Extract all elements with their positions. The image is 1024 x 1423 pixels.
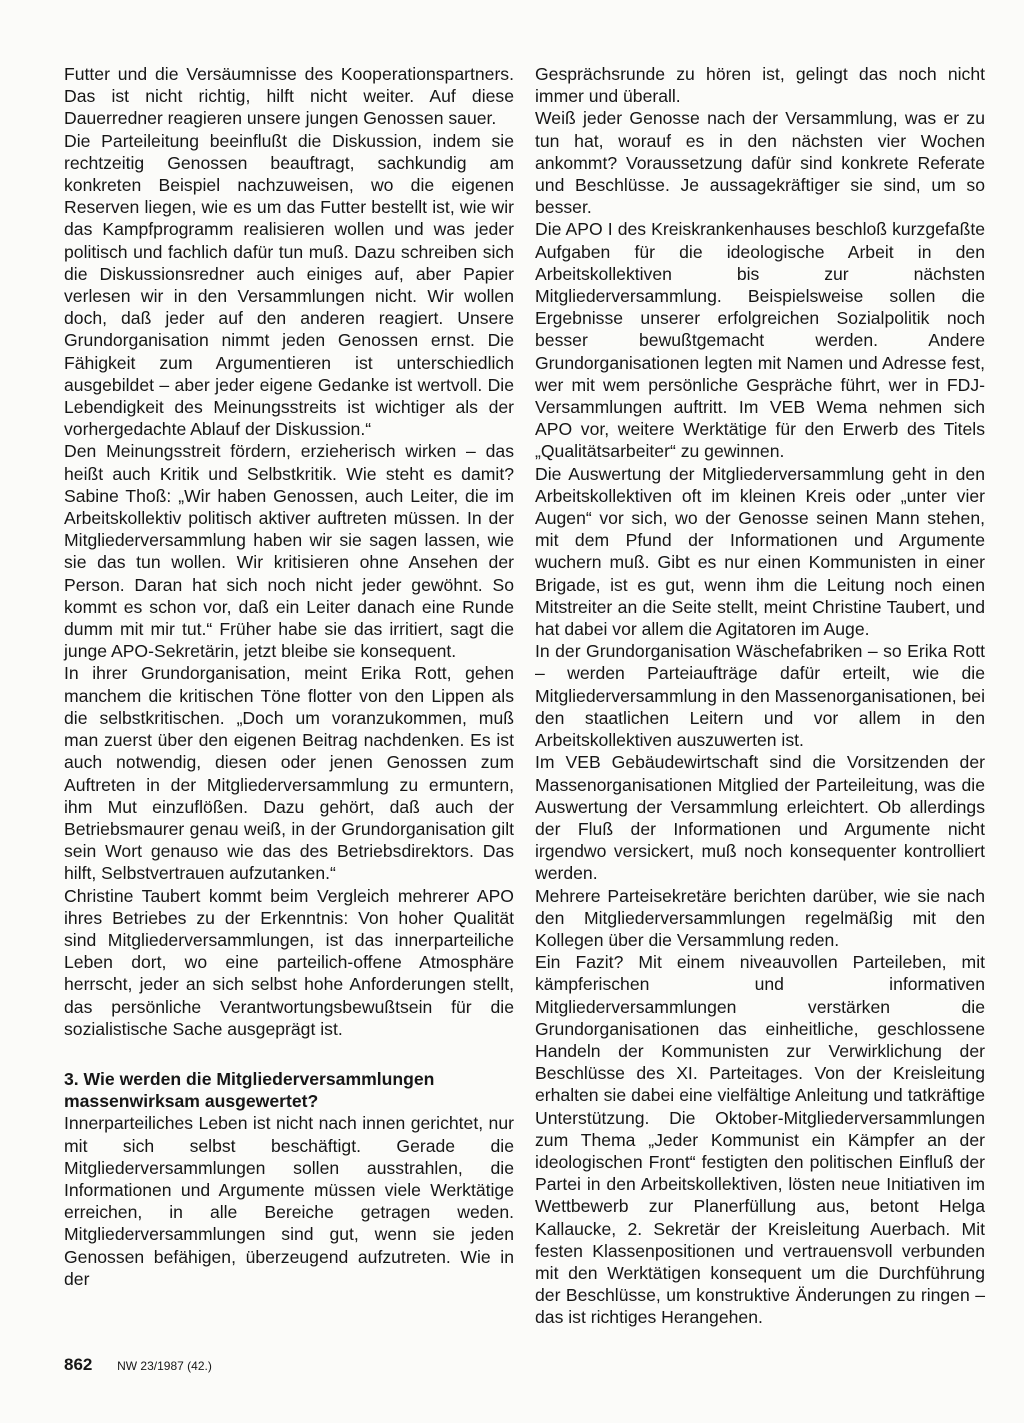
paragraph: Den Meinungsstreit fördern, erzieherisch wirken – das heißt auch Kritik und Selbstkritik. Wie steht es damit? Sabine Thoß: „Wir haben Genossen, auch Leiter, die im Arbeitskollektiv politisch aktiver auftreten müssen. In der Mitgliederversammlung haben wir sie sagen lassen, wie sie das tun wollen. Wir kritisieren ohne Ansehen der Person. Daran hat sich noch nicht jeder gewöhnt. So kommt es schon vor, daß ein Leiter danach eine Runde dumm mit mir tut.“ Früher habe sie das irritiert, sagt die junge APO-Sekretärin, jetzt bleibe sie konsequent. [64, 441, 514, 662]
paragraph: Die Auswertung der Mitgliederversammlung geht in den Arbeitskollektiven oft im kleinen Kreis oder „unter vier Augen“ vor sich, wo der Genosse seinen Mann stehen, mit dem Pfund der Informationen und Argumente wuchern muß. Gibt es nur einen Kommunisten in einer Brigade, ist es gut, wenn ihm die Leitung noch einen Mitstreiter an die Seite stellt, meint Christine Taubert, und hat dabei vor allem die Agitatoren im Auge. [535, 463, 985, 640]
right-column [535, 63, 985, 1329]
paragraph: Die APO I des Kreiskrankenhauses beschloß kurzgefaßte Aufgaben für die ideologische Arbeit in den Arbeitskollektiven bis zur nächsten Mitgliederversammlung. Beispielsweise sollen die Ergebnisse unserer erfolgreichen Sozialpolitik noch besser bewußtgemacht werden. Andere Grundorganisationen legten mit Namen und Adresse fest, wer mit wem persönliche Gespräche führt, wer in FDJ-Versammlungen auftritt. Im VEB Wema nehmen sich APO vor, weitere Werktätige für den Erwerb des Titels „Qualitätsarbeiter“ zu gewinnen. [535, 219, 985, 462]
paragraph: Gesprächsrunde zu hören ist, gelingt das noch nicht immer und überall. [535, 64, 985, 107]
paragraph: In ihrer Grundorganisation, meint Erika Rott, gehen manchem die kritischen Töne flotter von den Lippen als die selbstkritischen. „Doch um voranzukommen, muß man zuerst über den eigenen Beitrag nachdenken. Es ist auch notwendig, diesen oder jenen Genossen zum Auftreten in der Mitgliederversammlung zu ermuntern, ihm Mut einzuflößen. Dazu gehört, daß auch der Betriebsmaurer genau weiß, in der Grundorganisation gilt sein Wort genauso wie das des Betriebsdirektors. Das hilft, Selbstvertrauen aufzutanken.“ [64, 663, 514, 884]
paragraph: In der Grundorganisation Wäschefabriken – so Erika Rott – werden Parteiaufträge dafür erteilt, wie die Mitgliederversammlung in den Massenorganisationen, bei den staatlichen Leitern und vor allem in den Arbeitskollektiven auszuwerten ist. [535, 641, 985, 751]
paragraph: Christine Taubert kommt beim Vergleich mehrerer APO ihres Betriebes zu der Erkenntnis: Von hoher Qualität sind Mitgliederversammlungen, ist das innerparteiliche Leben dort, wo eine parteilich-offene Atmosphäre herrscht, jeder an sich selbst hohe Anforderungen stellt, das persönliche Verantwortungsbewußtsein für die sozialistische Sache ausgeprägt ist. [64, 885, 514, 1039]
paragraph: Die Parteileitung beeinflußt die Diskussion, indem sie rechtzeitig Genossen beauftragt, sachkundig am konkreten Beispiel nachzuweisen, wo die eigenen Reserven liegen, wie es um das Futter bestellt ist, wie wir das Kampfprogramm realisieren wollen und was jeder politisch und fachlich dafür tun muß. Dazu schreiben sich die Diskussionsredner auch einiges auf, aber Papier verlesen wir in den Versammlungen nicht. Wir wollen doch, daß jeder auf den anderen reagiert. Unsere Grundorganisation nimmt jeden Genossen ernst. Die Fähigkeit zum Argumentieren ist unterschiedlich ausgebildet – aber jeder eigene Gedanke ist wertvoll. Die Lebendigkeit des Meinungsstreits ist wichtiger als der vorhergedachte Ablauf der Diskussion.“ [64, 130, 514, 440]
issue-label: NW 23/1987 (42.) [117, 1359, 212, 1373]
section-heading: 3. Wie werden die Mitgliederversammlungen massenwirksam ausgewertet? [64, 1068, 435, 1112]
left-column [64, 63, 514, 1290]
paragraph: Mehrere Parteisekretäre berichten darüber, wie sie nach den Mitgliederversammlungen regelmäßig mit den Kollegen über die Versammlung reden. [535, 885, 985, 950]
paragraph: Futter und die Versäumnisse des Kooperationspartners. Das ist nicht richtig, hilft nicht weiter. Auf diese Dauerredner reagieren unsere jungen Genossen sauer. [64, 64, 514, 129]
paragraph: Weiß jeder Genosse nach der Versammlung, was er zu tun hat, worauf es in den nächsten vier Wochen ankommt? Voraussetzung dafür sind konkrete Referate und Beschlüsse. Je aussagekräftiger sie sind, um so besser. [535, 108, 985, 218]
page-footer [64, 1354, 212, 1377]
paragraph: Innerparteiliches Leben ist nicht nach innen gerichtet, nur mit sich selbst beschäftigt. Gerade die Mitgliederversammlungen sollen ausstrahlen, die Informationen und Argumente müssen viele Werktätige erreichen, in alle Bereiche getragen weden. Mitgliederversammlungen sind gut, wenn sie jeden Genossen befähigen, überzeugend aufzutreten. Wie in der [64, 1113, 514, 1289]
paragraph: Im VEB Gebäudewirtschaft sind die Vorsitzenden der Massenorganisationen Mitglied der Parteileitung, was die Auswertung der Versammlung erleichtert. Ob allerdings der Fluß der Informationen und Argumente nicht irgendwo versickert, muß noch konsequenter kontrolliert werden. [535, 752, 985, 884]
paragraph: Ein Fazit? Mit einem niveauvollen Parteileben, mit kämpferischen und informativen Mitgliederversammlungen verstärken die Grundorganisationen das einheitliche, geschlossene Handeln der Kommunisten zur Verwirklichung der Beschlüsse des XI. Parteitages. Von der Kreisleitung erhalten sie dabei eine vielfältige Anleitung und tatkräftige Unterstützung. Die Oktober-Mitgliederversammlungen zum Thema „Jeder Kommunist ein Kämpfer an der ideologischen Front“ festigten den politischen Einfluß der Partei in den Arbeitskollektiven, lösten neue Initiativen im Wettbewerb zur Planerfüllung aus, betont Helga Kallaucke, 2. Sekretär der Kreisleitung Auerbach. Mit festen Klassenpositionen und vertrauensvoll verbunden mit den Werktätigen konsequent um die Durchführung der Beschlüsse, um konstruktive Änderungen zu ringen – das ist richtiges Herangehen. [535, 952, 985, 1328]
page-number: 862 [64, 1355, 93, 1374]
